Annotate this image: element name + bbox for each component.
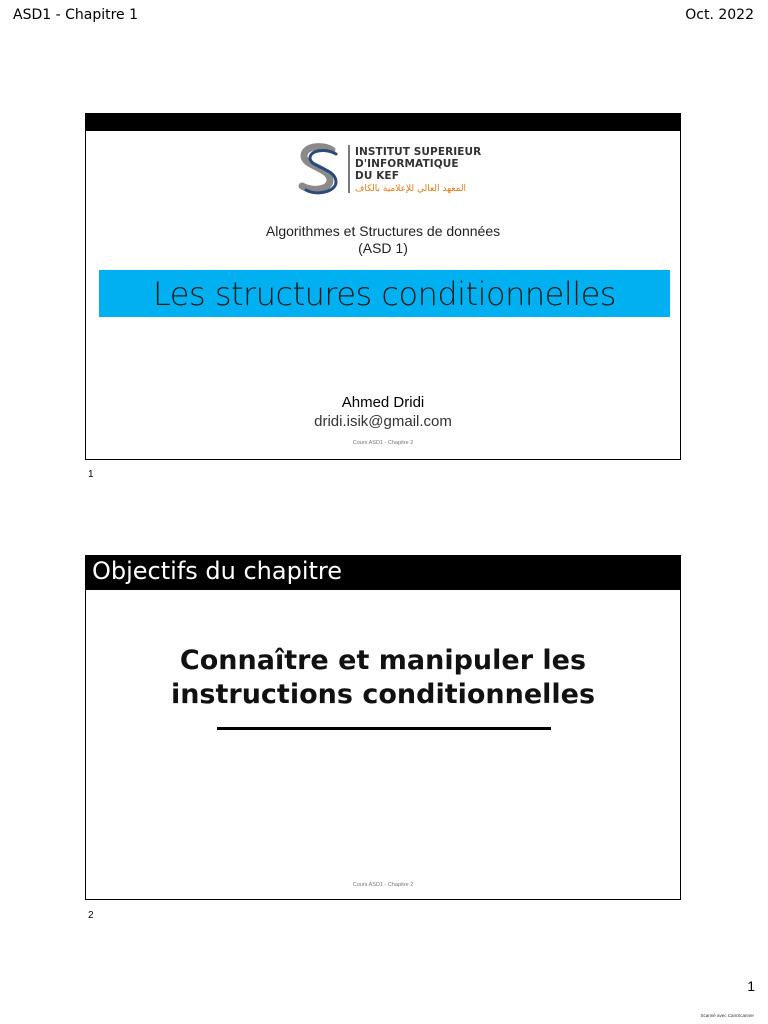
- slide-number-2: 2: [88, 910, 94, 921]
- chapter-objective: [86, 644, 680, 712]
- author-email: dridi.isik@gmail.com: [314, 413, 452, 430]
- logo-divider: [348, 145, 350, 193]
- institute-name: [355, 146, 481, 182]
- slide-title: Les structures conditionnelles: [153, 275, 616, 313]
- course-code: (ASD 1): [358, 240, 408, 256]
- slide-header-bar: [86, 556, 680, 590]
- author-name: Ahmed Dridi: [341, 394, 425, 411]
- institute-logo: [292, 142, 492, 198]
- objective-line-1: Connaître et manipuler les: [179, 645, 587, 676]
- slide-2: [85, 555, 681, 900]
- objective-line-2: instructions conditionnelles: [170, 679, 596, 710]
- scanner-watermark: Scanné avec CamScanner: [700, 1013, 754, 1018]
- objective-underline: [217, 727, 551, 730]
- institute-s-logo-icon: [292, 142, 346, 196]
- slide-top-bar: [86, 114, 680, 131]
- page-header-date: Oct. 2022: [685, 7, 754, 23]
- title-band: [99, 270, 670, 317]
- page-number: 1: [747, 978, 755, 994]
- slide-1: [85, 113, 681, 460]
- slide-header-title: Objectifs du chapitre: [92, 557, 343, 585]
- institute-name-line-1: INSTITUT SUPERIEUR: [355, 146, 482, 158]
- slide-number-1: 1: [88, 469, 94, 480]
- slide-footer: Cours ASD1 - Chapitre 2: [352, 440, 414, 446]
- course-title: Algorithmes et Structures de données: [265, 223, 501, 239]
- institute-name-arabic: المعهد العالي للإعلامية بالكاف: [355, 184, 467, 194]
- institute-name-line-3: DU KEF: [355, 170, 399, 182]
- institute-name-line-2: D'INFORMATIQUE: [355, 158, 459, 170]
- page-header-left: ASD1 - Chapitre 1: [13, 7, 139, 23]
- slide-footer: Cours ASD1 - Chapitre 2: [352, 882, 414, 888]
